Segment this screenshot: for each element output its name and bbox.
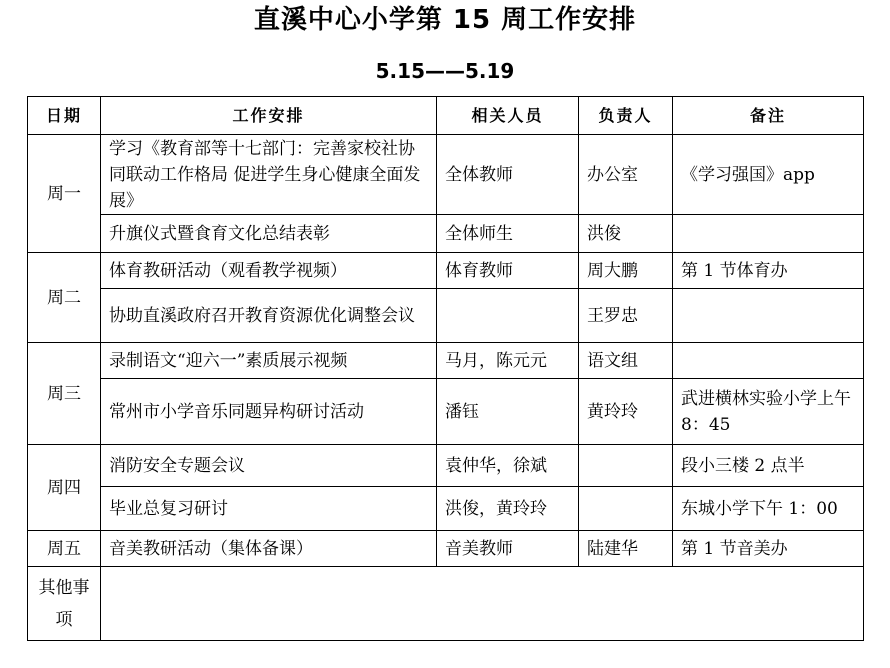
day-cell-thursday: 周四 — [28, 445, 101, 531]
people-cell: 潘钰 — [437, 379, 579, 445]
owner-cell: 黄玲玲 — [579, 379, 673, 445]
table-row — [28, 487, 864, 531]
people-cell — [437, 289, 579, 343]
table-row — [28, 343, 864, 379]
task-cell: 协助直溪政府召开教育资源优化调整会议 — [101, 289, 437, 343]
date-range: 5.15——5.19 — [375, 59, 515, 83]
owner-cell: 办公室 — [579, 135, 673, 215]
column-header-people: 相关人员 — [437, 97, 579, 135]
people-cell: 体育教师 — [437, 253, 579, 289]
owner-cell: 洪俊 — [579, 215, 673, 253]
note-cell: 第 1 节音美办 — [673, 531, 864, 567]
owner-cell: 语文组 — [579, 343, 673, 379]
note-cell: 段小三楼 2 点半 — [673, 445, 864, 487]
table-row — [28, 289, 864, 343]
people-cell: 马月，陈元元 — [437, 343, 579, 379]
table-row — [28, 253, 864, 289]
owner-cell — [579, 487, 673, 531]
task-cell: 体育教研活动（观看教学视频） — [101, 253, 437, 289]
note-cell — [673, 289, 864, 343]
people-cell: 洪俊，黄玲玲 — [437, 487, 579, 531]
task-cell: 常州市小学音乐同题异构研讨活动 — [101, 379, 437, 445]
task-cell: 学习《教育部等十七部门：完善家校社协同联动工作格局 促进学生身心健康全面发展》 — [101, 135, 437, 215]
other-content-cell — [101, 567, 864, 641]
other-label-cell: 其他事项 — [28, 567, 101, 641]
note-cell — [673, 343, 864, 379]
table-row-other — [28, 567, 864, 641]
column-header-owner: 负责人 — [579, 97, 673, 135]
task-cell: 消防安全专题会议 — [101, 445, 437, 487]
note-cell: 第 1 节体育办 — [673, 253, 864, 289]
people-cell: 音美教师 — [437, 531, 579, 567]
owner-cell — [579, 445, 673, 487]
column-header-date: 日期 — [28, 97, 101, 135]
table-row — [28, 445, 864, 487]
people-cell: 全体教师 — [437, 135, 579, 215]
task-cell: 音美教研活动（集体备课） — [101, 531, 437, 567]
task-cell: 升旗仪式暨食育文化总结表彰 — [101, 215, 437, 253]
people-cell: 袁仲华，徐斌 — [437, 445, 579, 487]
day-cell-friday: 周五 — [28, 531, 101, 567]
owner-cell: 王罗忠 — [579, 289, 673, 343]
schedule-table — [27, 96, 864, 641]
note-cell: 《学习强国》app — [673, 135, 864, 215]
header-row — [28, 97, 864, 135]
people-cell: 全体师生 — [437, 215, 579, 253]
owner-cell: 周大鹏 — [579, 253, 673, 289]
column-header-task: 工作安排 — [101, 97, 437, 135]
task-cell: 录制语文“迎六一”素质展示视频 — [101, 343, 437, 379]
table-row — [28, 215, 864, 253]
table-row — [28, 379, 864, 445]
day-cell-wednesday: 周三 — [28, 343, 101, 445]
note-cell — [673, 215, 864, 253]
note-cell: 武进横林实验小学上午 8：45 — [673, 379, 864, 445]
owner-cell: 陆建华 — [579, 531, 673, 567]
column-header-note: 备注 — [673, 97, 864, 135]
table-row — [28, 135, 864, 215]
day-cell-tuesday: 周二 — [28, 253, 101, 343]
table-row — [28, 531, 864, 567]
page-title: 直溪中心小学第 15 周工作安排 — [253, 5, 637, 35]
note-cell: 东城小学下午 1：00 — [673, 487, 864, 531]
day-cell-monday: 周一 — [28, 135, 101, 253]
task-cell: 毕业总复习研讨 — [101, 487, 437, 531]
